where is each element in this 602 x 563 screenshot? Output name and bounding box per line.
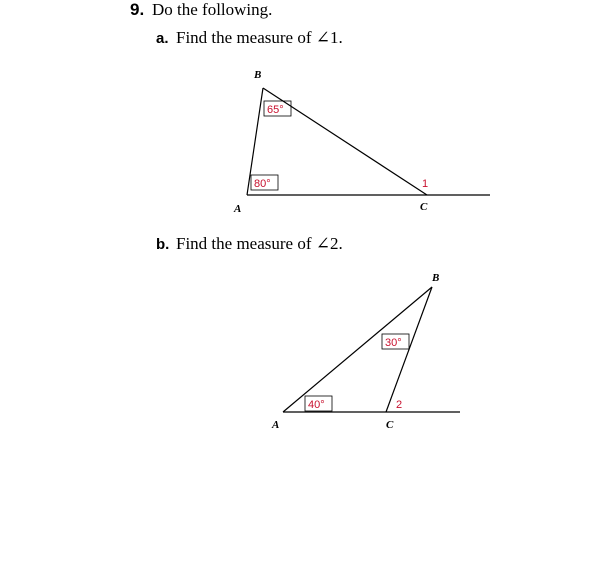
angle-b-label-a: 65°: [267, 104, 284, 116]
question-text: Do the following.: [152, 0, 273, 19]
vertex-a-label-a: A: [234, 203, 242, 215]
side-ab-b: [283, 287, 432, 412]
part-a-letter: a.: [156, 30, 169, 47]
triangle-b: [283, 287, 460, 412]
angle-2-label: 2: [396, 399, 403, 411]
vertex-b-label-b: B: [432, 272, 440, 284]
part-b-text: Find the measure of ∠2.: [176, 234, 343, 253]
vertex-b-label-a: B: [254, 69, 262, 81]
part-a-text: Find the measure of ∠1.: [176, 28, 343, 47]
vertex-c-label-b: C: [386, 419, 394, 431]
part-b-letter: b.: [156, 236, 170, 253]
angle-b-label-b: 30°: [385, 337, 402, 349]
angle-1-label: 1: [422, 178, 429, 190]
vertex-a-label-b: A: [272, 419, 280, 431]
question-number: 9.: [130, 0, 145, 19]
angle-a-label-b: 40°: [308, 399, 325, 411]
angle-a-label-a: 80°: [254, 178, 271, 190]
vertex-c-label-a: C: [420, 201, 428, 213]
